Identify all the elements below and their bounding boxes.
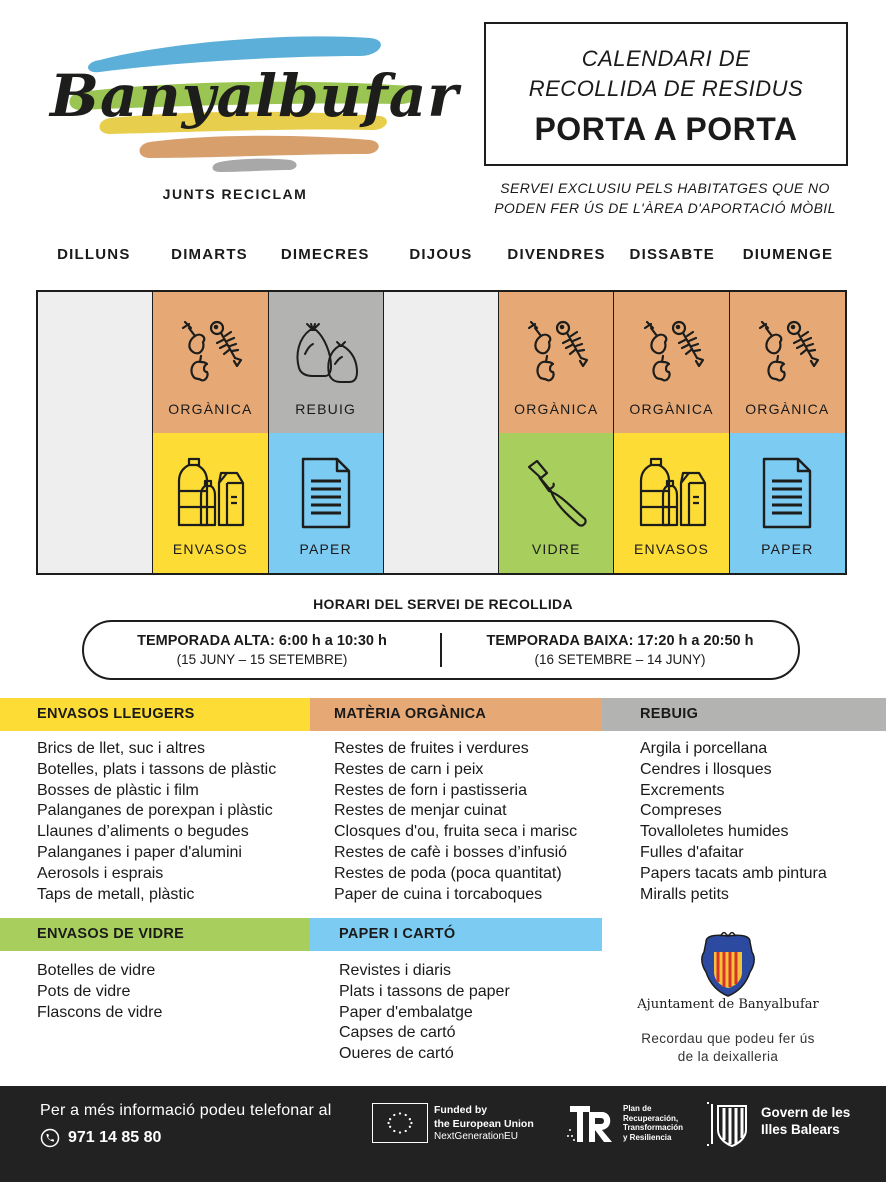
high-season-hours: TEMPORADA ALTA: 6:00 h a 10:30 h xyxy=(137,632,387,649)
list-item: Papers tacats amb pintura xyxy=(640,864,827,882)
schedule-box xyxy=(82,620,800,680)
service-note-line-1: SERVEI EXCLUSIU PELS HABITATGES QUE NO xyxy=(500,180,830,196)
eu-line-1: Funded by xyxy=(434,1104,488,1116)
cell-rebuig xyxy=(269,292,383,433)
day-dissabte: DISSABTE xyxy=(629,246,715,263)
list-item: Llaunes d’aliments o begudes xyxy=(37,823,249,841)
cell-organica xyxy=(499,292,613,433)
category-list-paper xyxy=(339,961,599,1065)
footer-phone[interactable] xyxy=(40,1128,161,1148)
food-waste-icon xyxy=(521,314,591,390)
cell-label: ORGÀNICA xyxy=(514,400,599,417)
day-diumenge: DIUMENGE xyxy=(742,246,834,263)
deixalleria-reminder xyxy=(606,1030,850,1066)
food-waste-icon xyxy=(752,314,822,390)
list-item: Paper d'embalatge xyxy=(339,1003,473,1021)
category-header-organica: MATÈRIA ORGÀNICA xyxy=(310,698,602,731)
title-line-2: RECOLLIDA DE RESIDUS xyxy=(528,76,804,101)
bottles-carton-icon xyxy=(637,455,707,531)
document-icon xyxy=(752,455,822,531)
govern-text xyxy=(761,1104,850,1138)
document-icon xyxy=(291,455,361,531)
eu-line-3: NextGenerationEU xyxy=(434,1131,518,1142)
list-item: Pots de vidre xyxy=(37,982,131,1000)
list-item: Palanganes i paper d'alumini xyxy=(37,843,242,861)
list-item: Fulles d'afaitar xyxy=(640,843,744,861)
title-line-1: CALENDARI DE xyxy=(581,46,751,71)
list-item: Argila i porcellana xyxy=(640,740,768,757)
list-item: Bosses de plàstic i film xyxy=(37,781,199,799)
category-list-vidre xyxy=(37,961,312,1023)
list-item: Oueres de cartó xyxy=(339,1045,454,1063)
high-season-dates: (15 JUNY – 15 SETEMBRE) xyxy=(176,651,348,667)
cell-paper xyxy=(269,433,383,574)
logo-wordmark: Banyalbufar xyxy=(50,62,459,130)
column-dimecres xyxy=(269,292,384,573)
list-item: Revistes i diaris xyxy=(339,962,452,979)
trash-bags-icon xyxy=(291,314,361,390)
list-item: Palanganes de porexpan i plàstic xyxy=(37,802,273,820)
cell-label: ORGÀNICA xyxy=(629,400,714,417)
eu-funding-text xyxy=(434,1104,534,1144)
plan-line-4: y Resiliencia xyxy=(623,1132,672,1142)
cell-paper xyxy=(730,433,845,574)
list-item: Cendres i llosques xyxy=(640,760,772,778)
category-header-rebuig: REBUIG xyxy=(602,698,886,731)
cell-label: ORGÀNICA xyxy=(168,400,253,417)
category-list-rebuig xyxy=(640,739,880,905)
low-season-hours: TEMPORADA BAIXA: 17:20 h a 20:50 h xyxy=(486,632,754,649)
govern-shield-icon xyxy=(706,1100,752,1148)
day-headers xyxy=(36,246,846,263)
plan-line-1: Plan de xyxy=(623,1104,652,1113)
category-header-envasos: ENVASOS LLEUGERS xyxy=(0,698,310,731)
govern-line-1: Govern de les xyxy=(761,1105,851,1120)
list-item: Closques d'ou, fruita seca i marisc xyxy=(334,823,578,841)
category-list-envasos xyxy=(37,739,312,905)
list-item: Excrements xyxy=(640,781,725,799)
reminder-line-1: Recordau que podeu fer ús xyxy=(641,1031,815,1046)
list-item: Restes de cafè i bosses d’infusió xyxy=(334,843,568,861)
govern-line-2: Illes Balears xyxy=(761,1122,840,1137)
list-item: Flascons de vidre xyxy=(37,1003,163,1021)
list-item: Paper de cuina i torcaboques xyxy=(334,885,543,903)
cell-envasos xyxy=(614,433,728,574)
plan-line-3: Transformación xyxy=(623,1123,684,1132)
cell-label: PAPER xyxy=(299,541,352,557)
list-item: Restes de carn i peix xyxy=(334,760,484,778)
municipal-crest-icon xyxy=(700,932,756,998)
cell-label: VIDRE xyxy=(531,541,581,557)
day-dimecres: DIMECRES xyxy=(280,246,370,263)
footer-info-text: Per a més informació podeu telefonar al xyxy=(40,1102,332,1119)
phone-number: 971 14 85 80 xyxy=(68,1129,162,1146)
cell-vidre xyxy=(499,433,613,574)
schedule-low-season xyxy=(442,632,798,669)
list-item: Compreses xyxy=(640,802,722,820)
bottles-carton-icon xyxy=(175,455,245,531)
list-item: Plats i tassons de paper xyxy=(339,982,510,1000)
title-box xyxy=(484,22,848,166)
column-diumenge xyxy=(730,292,845,573)
food-waste-icon xyxy=(175,314,245,390)
day-divendres: DIVENDRES xyxy=(507,246,606,263)
list-item: Botelles de vidre xyxy=(37,962,156,979)
schedule-title: HORARI DEL SERVEI DE RECOLLIDA xyxy=(313,596,573,612)
logo-tagline: JUNTS RECICLAM xyxy=(162,186,308,202)
cell-envasos xyxy=(153,433,267,574)
plan-line-2: Recuperación, xyxy=(623,1113,679,1123)
reminder-line-2: de la deixalleria xyxy=(677,1049,779,1064)
cell-label: PAPER xyxy=(761,541,814,557)
column-dissabte xyxy=(614,292,729,573)
collection-calendar xyxy=(36,290,847,575)
service-note xyxy=(470,178,860,218)
ajuntament-name: Ajuntament de Banyalbufar xyxy=(637,997,819,1012)
eu-flag-icon xyxy=(372,1103,428,1143)
cell-organica xyxy=(153,292,267,433)
day-dijous: DIJOUS xyxy=(409,246,473,263)
title-main: PORTA A PORTA xyxy=(534,111,798,147)
plan-recuperacion-text xyxy=(623,1104,683,1142)
category-header-vidre: ENVASOS DE VIDRE xyxy=(0,918,310,951)
list-item: Tovalloletes humides xyxy=(640,823,789,841)
cell-organica xyxy=(730,292,845,433)
list-item: Restes de poda (poca quantitat) xyxy=(334,864,562,882)
list-item: Restes de forn i pastisseria xyxy=(334,781,527,799)
category-list-organica xyxy=(334,739,604,905)
column-dilluns xyxy=(38,292,153,573)
cell-label: REBUIG xyxy=(295,400,357,417)
eu-line-2: the European Union xyxy=(434,1117,534,1130)
list-item: Restes de fruites i verdures xyxy=(334,740,529,757)
column-divendres xyxy=(499,292,614,573)
phone-icon xyxy=(40,1128,60,1148)
footer xyxy=(0,1086,886,1182)
list-item: Aerosols i esprais xyxy=(37,864,164,882)
list-item: Botelles, plats i tassons de plàstic xyxy=(37,760,277,778)
list-item: Capses de cartó xyxy=(339,1024,456,1042)
brand-logo xyxy=(40,20,459,210)
service-note-line-2: PODEN FER ÚS DE L'ÀREA D'APORTACIÓ MÒBIL xyxy=(494,200,836,216)
category-header-paper: PAPER I CARTÓ xyxy=(310,918,602,951)
prtr-logo-icon xyxy=(566,1100,618,1146)
column-dimarts xyxy=(153,292,268,573)
low-season-dates: (16 SETEMBRE – 14 JUNY) xyxy=(534,651,706,667)
cell-label: ORGÀNICA xyxy=(745,400,830,417)
list-item: Restes de menjar cuinat xyxy=(334,802,507,820)
list-item: Miralls petits xyxy=(640,885,729,903)
day-dimarts: DIMARTS xyxy=(171,246,248,263)
list-item: Brics de llet, suc i altres xyxy=(37,740,206,757)
cell-label: ENVASOS xyxy=(634,541,710,557)
list-item: Taps de metall, plàstic xyxy=(37,885,195,903)
schedule-high-season xyxy=(84,632,440,669)
cell-organica xyxy=(614,292,728,433)
day-dilluns: DILLUNS xyxy=(57,246,131,263)
glass-bottle-icon xyxy=(521,455,591,531)
column-dijous xyxy=(384,292,499,573)
cell-label: ENVASOS xyxy=(172,541,248,557)
food-waste-icon xyxy=(637,314,707,390)
